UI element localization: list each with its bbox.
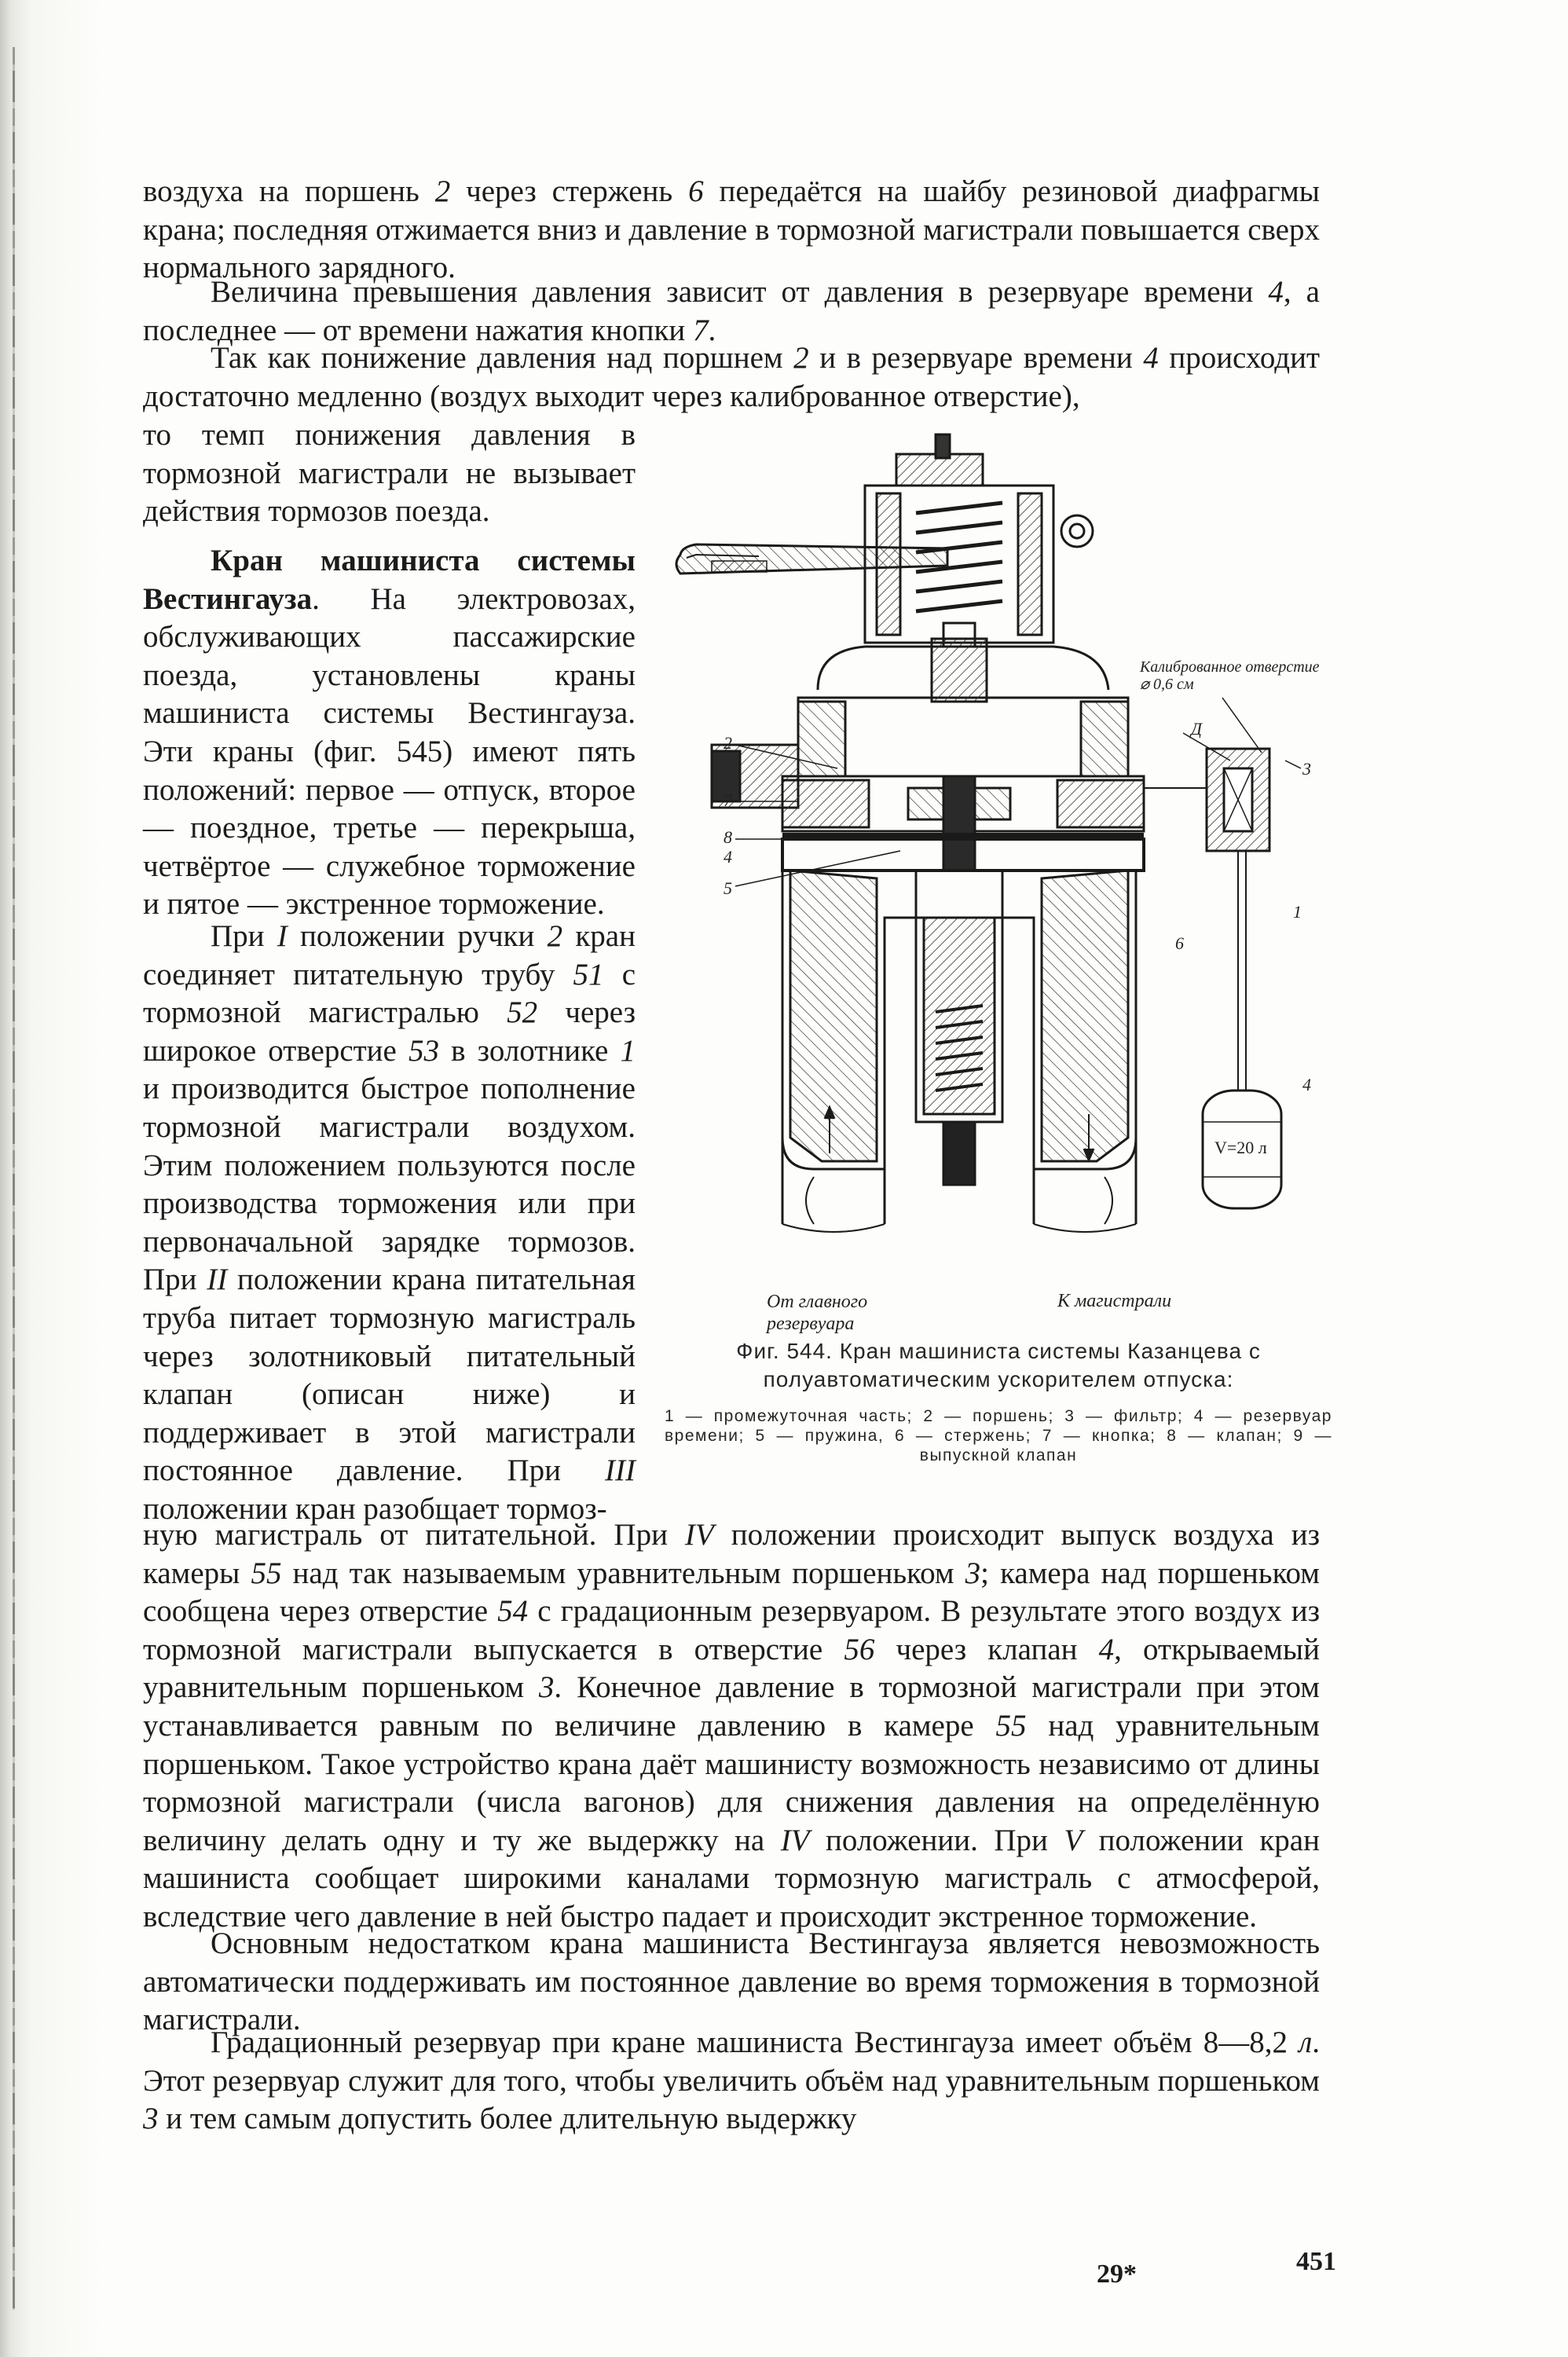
- italic-ref: 3: [965, 1556, 981, 1590]
- paragraph-gradation-reservoir: [143, 2024, 1320, 2139]
- paragraph-pressure-excess: [143, 273, 1320, 350]
- label-part-1: 1: [1293, 902, 1302, 922]
- italic-ref: 2: [434, 174, 451, 208]
- text-run: воздуха на поршень: [143, 174, 435, 208]
- italic-ref: 52: [507, 995, 538, 1030]
- italic-ref: V: [1064, 1823, 1083, 1857]
- text-run: и тем самым допустить более длительную выдержку: [158, 2102, 857, 2136]
- text-run: положении ручки: [287, 919, 548, 953]
- italic-ref: IV: [684, 1518, 714, 1552]
- label-part-8: 8: [724, 827, 732, 847]
- page-number: 451: [1296, 2247, 1336, 2276]
- italic-ref: 6: [688, 174, 704, 208]
- text-run: , а последнее — от времени нажатия кнопки: [143, 275, 1320, 347]
- italic-ref: III: [605, 1453, 636, 1488]
- text-run: , открываемый уравнительным поршеньком: [143, 1632, 1320, 1705]
- italic-ref: 53: [408, 1033, 439, 1068]
- text-run: над так называемым уравнительным поршеньком: [281, 1556, 965, 1590]
- valve-cross-section-drawing: [665, 431, 1340, 1318]
- italic-ref: 7: [693, 313, 709, 347]
- italic-ref: II: [207, 1263, 228, 1297]
- label-part-2: 2: [724, 733, 732, 753]
- text-run: положении происходит выпуск воздуха из камеры: [143, 1518, 1320, 1590]
- paragraph-handle-positions: [143, 918, 636, 1529]
- figure-valve-drawing: [665, 431, 1340, 1334]
- label-from-main-reservoir: От главного резервуара: [767, 1292, 868, 1334]
- text-run: и производится быстрое пополнение тормозной магистрали воздухом. Этим положением пользуются после производства торможения или при первоначальной зарядке тормозов. При: [143, 1072, 636, 1297]
- text-run: в золотнике: [438, 1033, 621, 1068]
- text-run: При: [211, 919, 277, 953]
- text-run: . Этот резервуар служит для того, чтобы увеличить объём над уравнительным поршеньком: [143, 2025, 1320, 2098]
- text-run: ; камера над поршеньком сообщена через отверстие: [143, 1556, 1320, 1629]
- text-run: и в резервуаре времени: [808, 341, 1144, 375]
- text-run: с тормозной магистралью: [143, 957, 636, 1030]
- text-run: положении крана питательная труба питает тормозную магистраль через золотниковый питательный клапан (описан ниже) и поддерживает в этой магистрали постоянное давление. При: [143, 1263, 636, 1488]
- paragraph-westinghouse-valve: [143, 542, 636, 924]
- label-part-d: Д: [1191, 719, 1202, 739]
- text-run: кран соединяет питательную трубу: [143, 919, 636, 992]
- text-run: ную магистраль от питательной. При: [143, 1518, 685, 1552]
- text-run: положении кран машиниста сообщает широкими каналами тормозную магистраль с атмосферой, вследствие чего давление в ней быстро падает и происходит экстренное торможение.: [143, 1823, 1320, 1934]
- italic-ref: 51: [573, 957, 604, 992]
- italic-ref: 55: [251, 1556, 282, 1590]
- label-volume: V=20 л: [1214, 1138, 1267, 1157]
- paragraph-pressure-decrease: [143, 339, 1320, 416]
- italic-ref: 2: [547, 919, 563, 953]
- label-part-6: 6: [1175, 933, 1184, 953]
- text-run: над уравнительным поршеньком. Такое устройство крана даёт машинисту возможность независимо от длины тормозной магистрали (числа вагонов) для снижения давления на определённую величину делать одну и ту же выдержку на: [143, 1708, 1320, 1857]
- italic-ref: 1: [620, 1033, 636, 1068]
- italic-ref: I: [277, 919, 288, 953]
- paragraph-pressure-decrease-cont: [143, 416, 636, 531]
- text-run: Так как понижение давления над поршнем: [211, 341, 794, 375]
- signature-mark: 29*: [1097, 2260, 1137, 2289]
- italic-ref: 4: [1098, 1632, 1115, 1666]
- label-calibrated-orifice: Калиброванное отверстие ⌀ 0,6 см: [1140, 658, 1320, 693]
- bold-heading: Кран машиниста системы Вестингауза: [143, 544, 636, 616]
- label-part-4-right: 4: [1302, 1075, 1311, 1094]
- italic-ref: 3: [538, 1670, 555, 1705]
- text-run: Основным недостатком крана машиниста Вестингауза является невозможность автоматически поддерживать им постоянное давление во время торможения в тормозной магистрали.: [143, 1926, 1320, 2037]
- text-run: . На электровозах, обслуживающих пассажирские поезда, установлены краны машиниста системы Вестингауза. Эти краны (фиг. 545) имеют пять положений: первое — отпуск, второе — поездное, третье — перекрыша, четвёртое — служебное торможение и пятое — экстренное торможение.: [143, 581, 636, 922]
- italic-ref: 55: [995, 1708, 1027, 1743]
- text-run: передаётся на шайбу резиновой диафрагмы крана; последняя отжимается вниз и давление в тормозной магистрали повышается сверх нормального зарядного.: [143, 174, 1320, 285]
- label-part-4-left: 4: [724, 847, 732, 867]
- text-run: . Конечное давление в тормозной магистрали при этом устанавливается равным по величине давлению в камере: [143, 1670, 1320, 1743]
- italic-ref: 3: [143, 2102, 159, 2136]
- label-part-3: 3: [1302, 759, 1311, 779]
- text-run: Градационный резервуар при кране машиниста Вестингауза имеет объём 8—8,2: [211, 2025, 1299, 2059]
- text-run: через стержень: [450, 174, 689, 208]
- italic-ref: 54: [497, 1594, 529, 1629]
- text-run: положении кран разобщает тормоз-: [143, 1491, 607, 1526]
- italic-ref: IV: [780, 1823, 810, 1857]
- label-part-7: 7: [724, 790, 732, 810]
- figure-legend: 1 — промежуточная часть; 2 — поршень; 3 — фильтр; 4 — резервуар времени; 5 — пружина, 6 — стержень; 7 — кнопка; 8 — клапан; 9 — выпускной клапан: [665, 1407, 1332, 1464]
- text-run: через широкое отверстие: [143, 995, 636, 1068]
- italic-ref: 56: [844, 1632, 875, 1666]
- italic-ref: л: [1299, 2025, 1313, 2059]
- italic-ref: 2: [793, 341, 809, 375]
- text-run: Величина превышения давления зависит от давления в резервуаре времени: [211, 275, 1269, 309]
- italic-ref: 4: [1268, 275, 1284, 309]
- italic-ref: 4: [1143, 341, 1159, 375]
- paragraph-main-drawback: [143, 1925, 1320, 2040]
- paragraph-handle-positions-cont: [143, 1516, 1320, 1937]
- figure-caption: Фиг. 544. Кран машиниста системы Казанцева с полуавтоматическим ускорителем отпуска:: [736, 1339, 1261, 1391]
- text-run: .: [708, 313, 716, 347]
- label-to-brake-line: К магистрали: [1057, 1291, 1172, 1311]
- text-run: через клапан: [874, 1632, 1099, 1666]
- label-part-5: 5: [724, 878, 732, 898]
- text-run: с градационным резервуаром. В результате этого воздух из тормозной магистрали выпускается в отверстие: [143, 1594, 1321, 1666]
- text-run: то темп понижения давления в тормозной магистрали не вызывает действия тормозов поезда.: [143, 418, 636, 529]
- text-run: происходит достаточно медленно (воздух выходит через калиброванное отверстие),: [143, 341, 1321, 413]
- paragraph-continuation: [143, 173, 1320, 288]
- text-run: положении. При: [809, 1823, 1064, 1857]
